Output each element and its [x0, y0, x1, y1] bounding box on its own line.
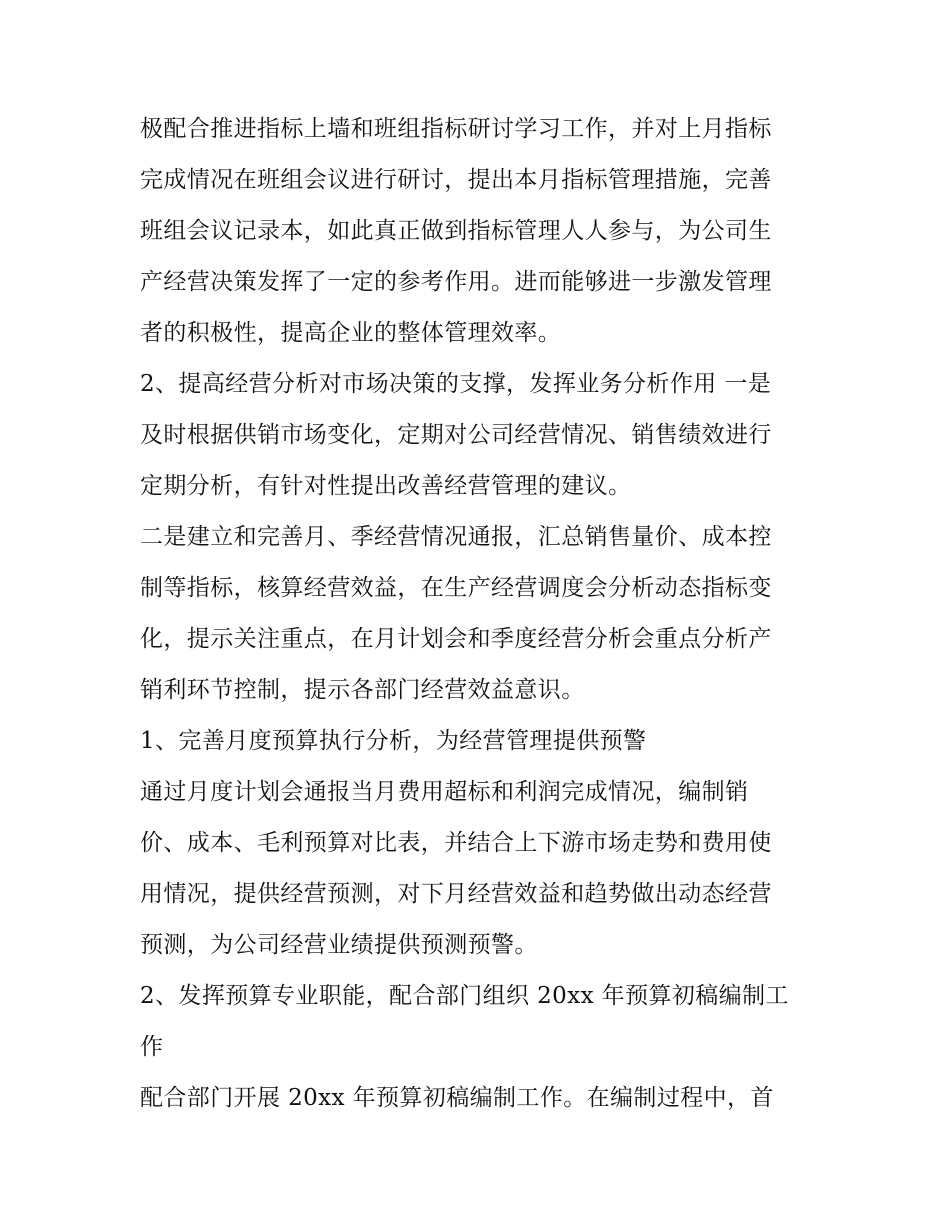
text-line: 价、成本、毛利预算对比表，并结合上下游市场走势和费用使: [140, 830, 772, 856]
text-line: 完成情况在班组会议进行研讨，提出本月指标管理措施，完善: [140, 167, 772, 193]
text-line: 二是建立和完善月、季经营情况通报，汇总销售量价、成本控: [140, 524, 772, 550]
text-line: 制等指标，核算经营效益，在生产经营调度会分析动态指标变: [140, 575, 772, 601]
text-line: 班组会议记录本，如此真正做到指标管理人人参与，为公司生: [140, 218, 772, 244]
section-heading-continuation: 作: [140, 1034, 164, 1060]
section-heading: 1、完善月度预算执行分析，为经营管理提供预警: [140, 728, 647, 754]
text-line: 预测，为公司经营业绩提供预测预警。: [140, 932, 538, 958]
text-line: 通过月度计划会通报当月费用超标和利润完成情况，编制销: [140, 779, 749, 805]
text-line: 销利环节控制，提示各部门经营效益意识。: [140, 677, 585, 703]
text-line: 配合部门开展 20xx 年预算初稿编制工作。在编制过程中，首: [140, 1085, 774, 1111]
section-heading: 2、发挥预算专业职能，配合部门组织 20xx 年预算初稿编制工: [140, 983, 789, 1009]
text-line: 用情况，提供经营预测，对下月经营效益和趋势做出动态经营: [140, 881, 772, 907]
document-body: [140, 104, 820, 1124]
text-line: 化，提示关注重点，在月计划会和季度经营分析会重点分析产: [140, 626, 772, 652]
text-line: 者的积极性，提高企业的整体管理效率。: [140, 320, 562, 346]
text-line: 产经营决策发挥了一定的参考作用。进而能够进一步激发管理: [140, 269, 772, 295]
text-line: 定期分析，有针对性提出改善经营管理的建议。: [140, 473, 632, 499]
section-heading: 2、提高经营分析对市场决策的支撑，发挥业务分析作用 一是: [140, 371, 772, 397]
text-line: 及时根据供销市场变化，定期对公司经营情况、销售绩效进行: [140, 422, 772, 448]
text-line: 极配合推进指标上墙和班组指标研讨学习工作，并对上月指标: [140, 116, 772, 142]
